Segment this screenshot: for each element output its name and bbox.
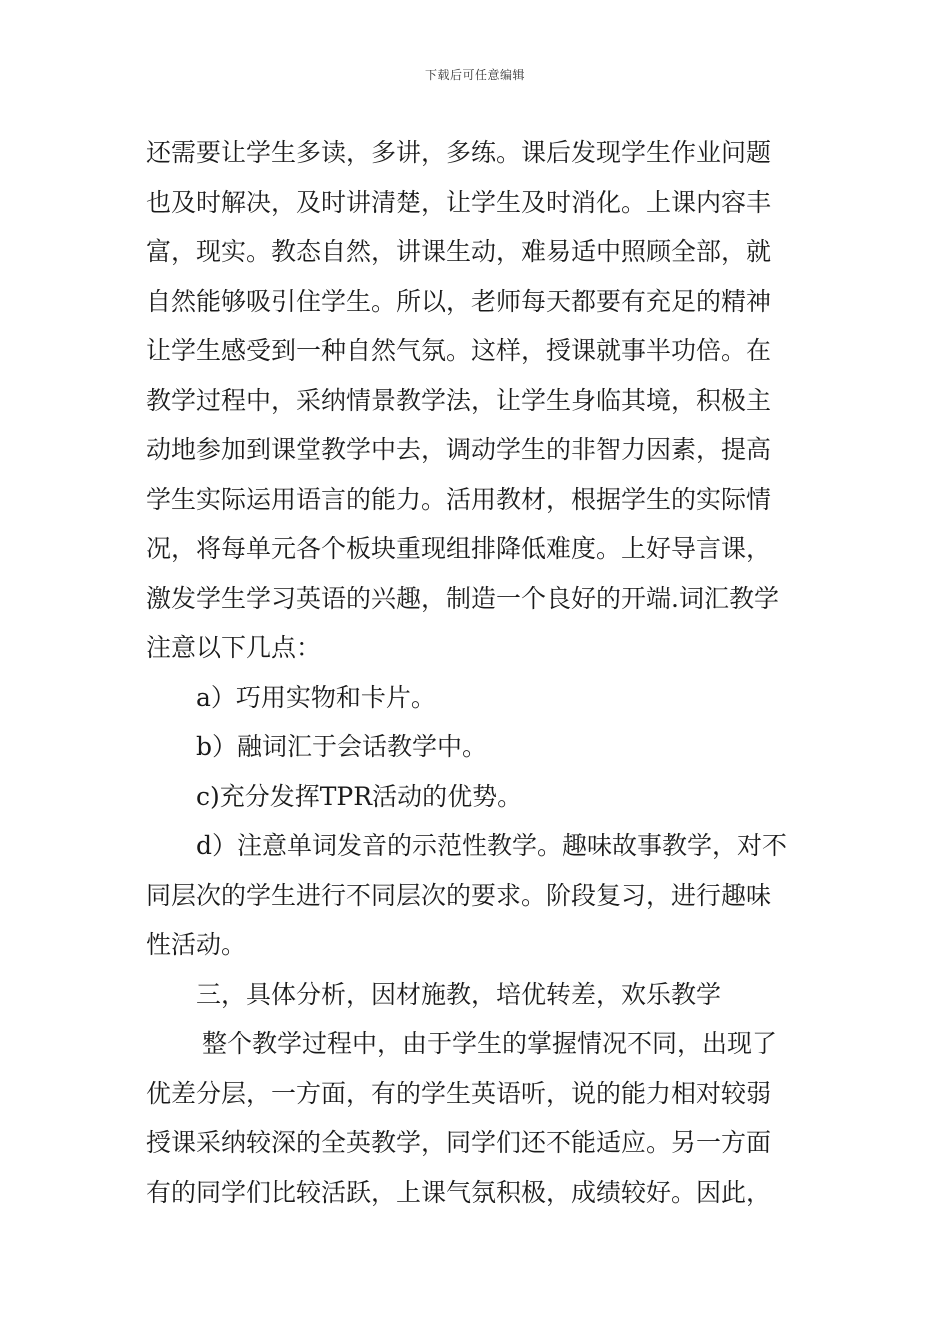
text-line: 教学过程中，采纳情景教学法，让学生身临其境，积极主: [146, 385, 772, 415]
text-line: 让学生感受到一种自然气氛。这样，授课就事半功倍。在: [146, 336, 772, 365]
section-heading: 三，具体分析，因材施教，培优转差，欢乐教学: [196, 979, 722, 1009]
text-line: 优差分层，一方面，有的学生英语听，说的能力相对较弱: [146, 1078, 772, 1108]
text-line: 同层次的学生进行不同层次的要求。阶段复习，进行趣味: [146, 880, 772, 910]
list-item: c)充分发挥TPR活动的优势。: [196, 781, 523, 811]
text-line: 注意以下几点：: [146, 633, 322, 662]
text-line: 整个教学过程中，由于学生的掌握情况不同，出现了: [202, 1029, 778, 1058]
text-line: 激发学生学习英语的兴趣，制造一个良好的开端.词汇教学: [146, 583, 779, 613]
list-item: a）巧用实物和卡片。: [196, 682, 436, 712]
text-line: 也及时解决，及时讲清楚，让学生及时消化。上课内容丰: [146, 187, 772, 217]
text-line: 性活动。: [146, 930, 247, 959]
text-line: 况，将每单元各个板块重现组排降低难度。上好导言课，: [146, 534, 772, 563]
text-line: 有的同学们比较活跃，上课气氛积极，成绩较好。因此，: [146, 1177, 772, 1207]
list-item: d）注意单词发音的示范性教学。趣味故事教学，对不: [196, 831, 788, 860]
text-line: 自然能够吸引住学生。所以，老师每天都要有充足的精神: [146, 286, 772, 316]
page-header: 下载后可任意编辑: [424, 68, 525, 82]
text-line: 授课采纳较深的全英教学，同学们还不能适应。另一方面: [146, 1128, 772, 1157]
text-line: 学生实际运用语言的能力。活用教材，根据学生的实际情: [146, 484, 772, 514]
text-line: 动地参加到课堂教学中去，调动学生的非智力因素，提高: [146, 435, 772, 464]
list-item: b）融词汇于会话教学中。: [196, 732, 488, 761]
text-line: 还需要让学生多读，多讲，多练。课后发现学生作业问题: [146, 138, 772, 167]
document-body: [146, 128, 808, 1217]
text-line: 富，现实。教态自然，讲课生动，难易适中照顾全部，就: [146, 237, 772, 266]
